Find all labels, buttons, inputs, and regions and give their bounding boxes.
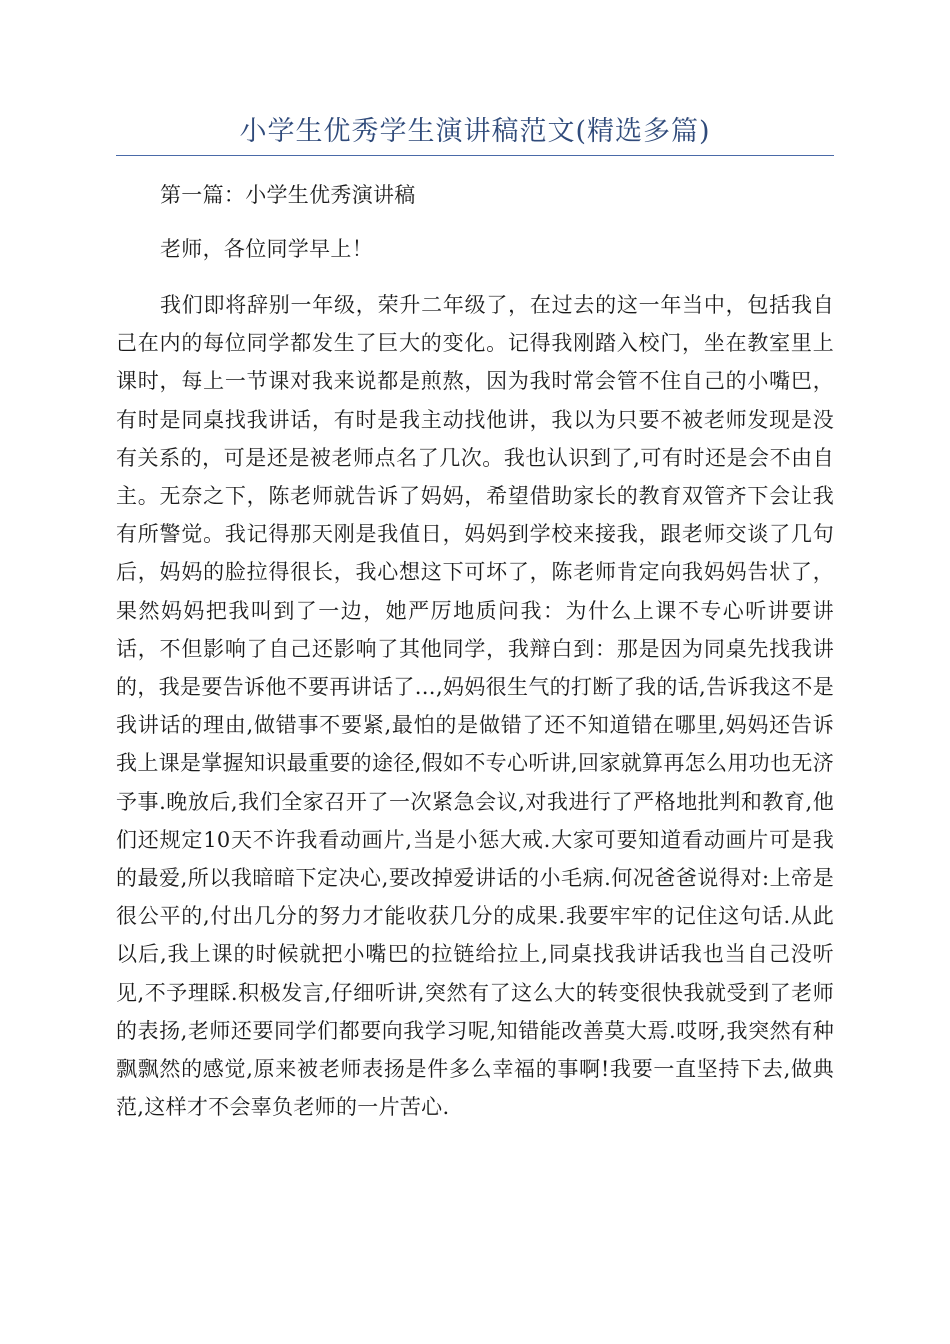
speech-paragraph: 我们即将辞别一年级，荣升二年级了，在过去的这一年当中，包括我自己在内的每位同学都发生了巨大的变化。记得我刚踏入校门，坐在教室里上课时，每上一节课对我来说都是煎熬，因为我时常会管不住自己的小嘴巴，有时是同桌找我讲话，有时是我主动找他讲，我以为只要不被老师发现是没有关系的，可是还是被老师点名了几次。我也认识到了,可有时还是会不由自主。无奈之下，陈老师就告诉了妈妈，希望借助家长的教育双管齐下会让我有所警觉。我记得那天刚是我值日，妈妈到学校来接我，跟老师交谈了几句后，妈妈的脸拉得很长，我心想这下可坏了，陈老师肯定向我妈妈告状了，果然妈妈把我叫到了一边，她严厉地质问我：为什么上课不专心听讲要讲话，不但影响了自己还影响了其他同学，我辩白到：那是因为同桌先找我讲的，我是要告诉他不要再讲话了…,妈妈很生气的打断了我的话,告诉我这不是我讲话的理由,做错事不要紧,最怕的是做错了还不知道错在哪里,妈妈还告诉我上课是掌握知识最重要的途径,假如不专心听讲,回家就算再怎么用功也无济予事.晚放后,我们全家召开了一次紧急会议,对我进行了严格地批判和教育,他们还规定10天不许我看动画片,当是小惩大戒.大家可要知道看动画片可是我的最爱,所以我暗暗下定决心,要改掉爱讲话的小毛病.何况爸爸说得对:上帝是很公平的,付出几分的努力才能收获几分的成果.我要牢牢的记住这句话.从此以后,我上课的时候就把小嘴巴的拉链给拉上,同桌找我讲话我也当自己没听见,不予理睬.积极发言,仔细听讲,突然有了这么大的转变很快我就受到了老师的表扬,老师还要同学们都要向我学习呢,知错能改善莫大焉.哎呀,我突然有种飘飘然的感觉,原来被老师表扬是件多么幸福的事啊!我要一直坚持下去,做典范,这样才不会辜负老师的一片苦心. bbox=[116, 293, 834, 1120]
greeting-line: 老师，各位同学早上！ bbox=[160, 237, 373, 261]
title-underline bbox=[116, 155, 834, 156]
document-title: 小学生优秀学生演讲稿范文(精选多篇) bbox=[239, 116, 711, 147]
section-heading: 第一篇：小学生优秀演讲稿 bbox=[160, 183, 416, 207]
